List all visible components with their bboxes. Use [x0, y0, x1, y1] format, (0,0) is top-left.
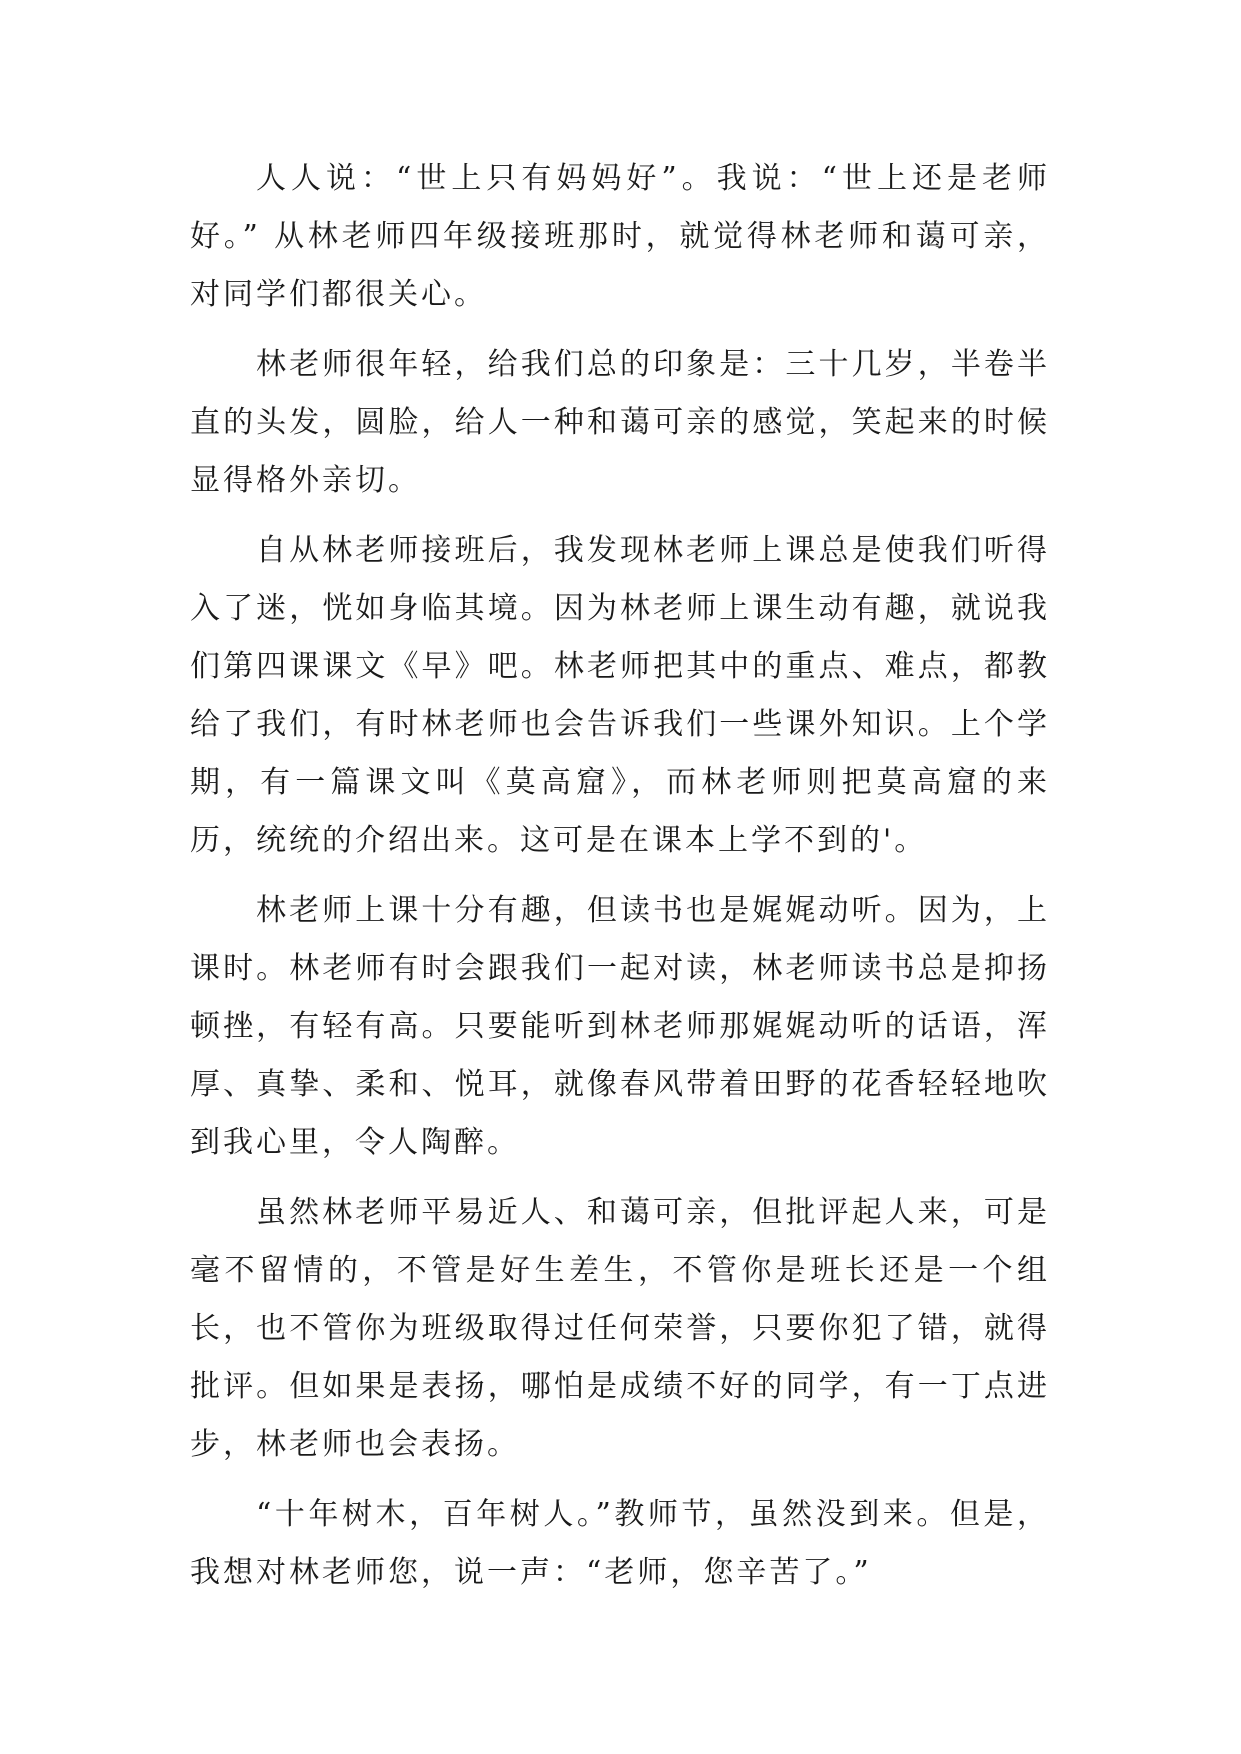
paragraph-4: 林老师上课十分有趣，但读书也是娓娓动听。因为，上课时。林老师有时会跟我们一起对读，林老师读书总是抑扬顿挫，有轻有高。只要能听到林老师那娓娓动听的话语，浑厚、真挚、柔和、悦耳，就像春风带着田野的花香轻轻地吹到我心里，令人陶醉。 [190, 893, 1050, 1160]
paragraph-3: 自从林老师接班后，我发现林老师上课总是使我们听得入了迷，恍如身临其境。因为林老师上课生动有趣，就说我们第四课课文《早》吧。林老师把其中的重点、难点，都教给了我们，有时林老师也会告诉我们一些课外知识。上个学期，有一篇课文叫《莫高窟》，而林老师则把莫高窟的来历，统统的介绍出来。这可是在课本上学不到的'。 [190, 533, 1050, 858]
paragraph-1: 人人说：“世上只有妈妈好”。我说：“世上还是老师好。” 从林老师四年级接班那时，就觉得林老师和蔼可亲，对同学们都很关心。 [190, 161, 1050, 312]
document-page [190, 150, 1050, 1614]
paragraph-6: “十年树木，百年树人。”教师节，虽然没到来。但是，我想对林老师您，说一声：“老师，您辛苦了。” [190, 1497, 1050, 1590]
paragraph-2: 林老师很年轻，给我们总的印象是：三十几岁，半卷半直的头发，圆脸，给人一种和蔼可亲的感觉，笑起来的时候显得格外亲切。 [190, 347, 1050, 498]
paragraph-5: 虽然林老师平易近人、和蔼可亲，但批评起人来，可是毫不留情的，不管是好生差生，不管你是班长还是一个组长，也不管你为班级取得过任何荣誉，只要你犯了错，就得批评。但如果是表扬，哪怕是成绩不好的同学，有一丁点进步，林老师也会表扬。 [190, 1195, 1050, 1462]
